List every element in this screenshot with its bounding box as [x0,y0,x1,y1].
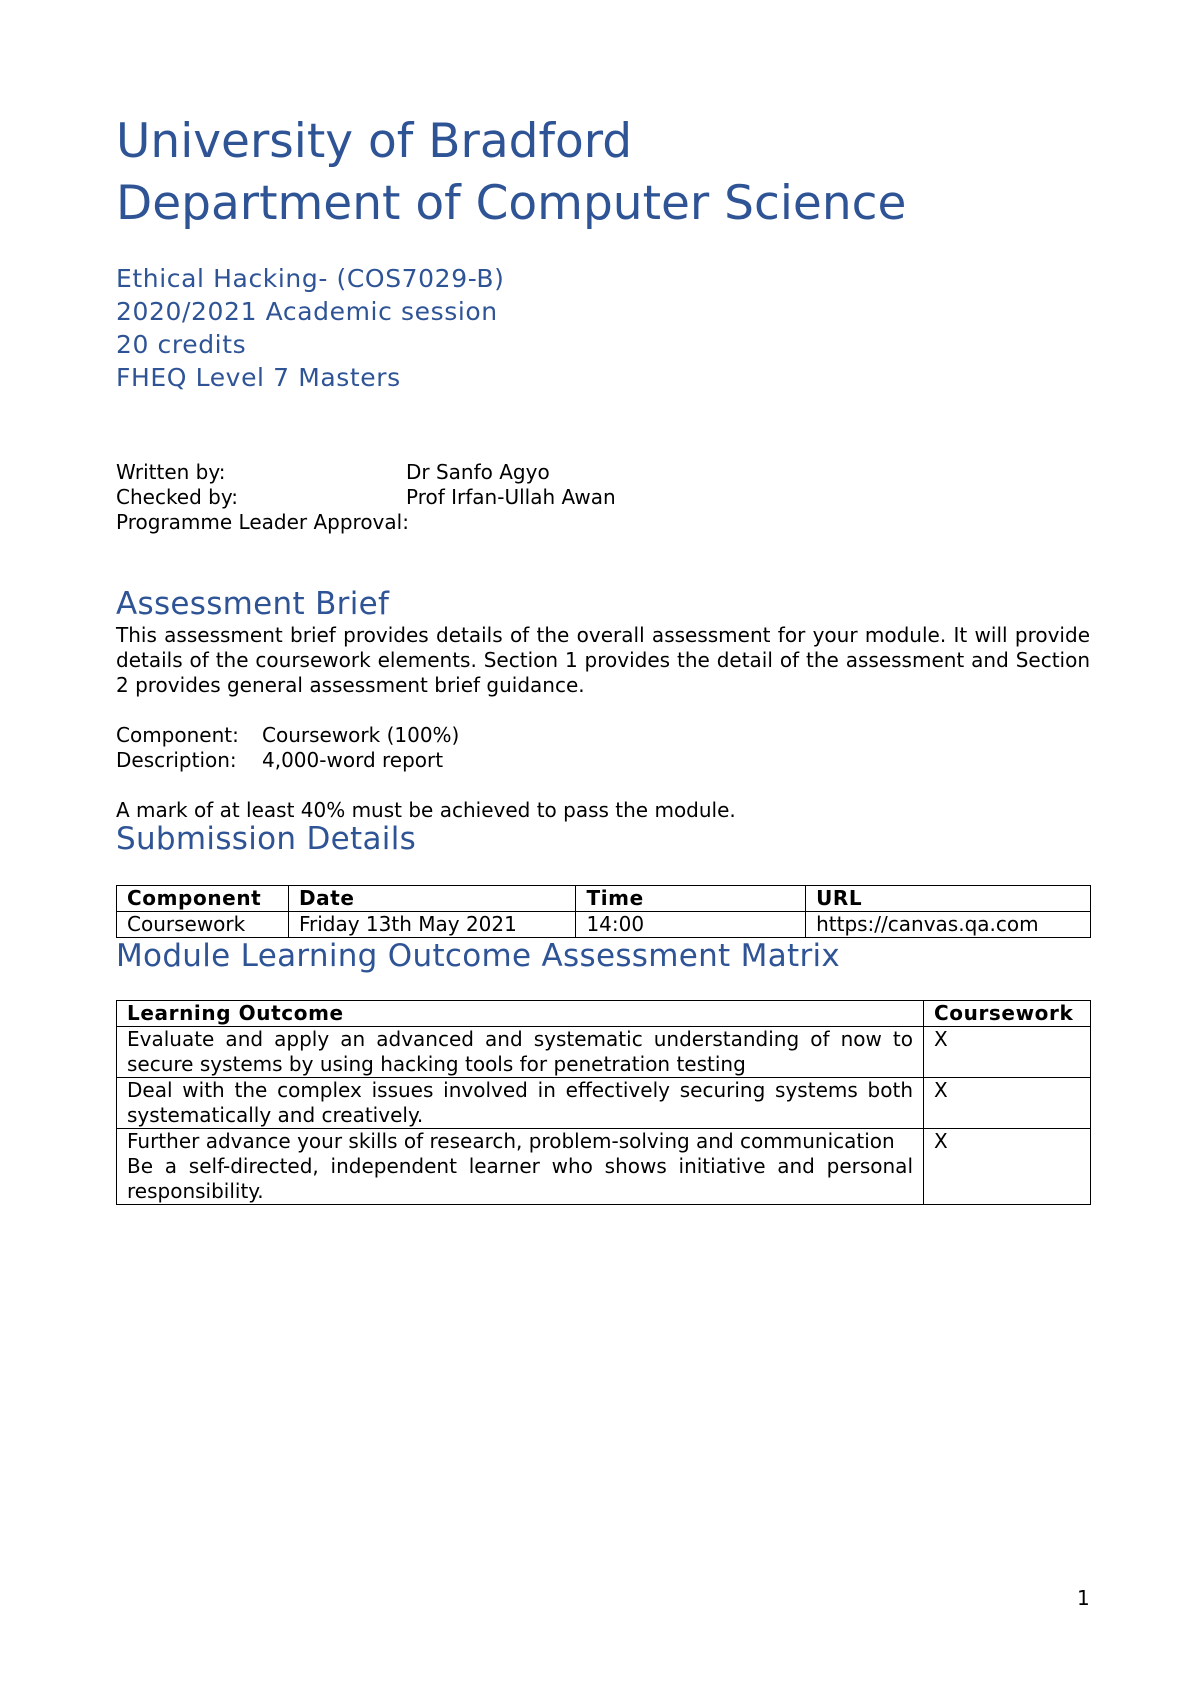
column-header: Learning Outcome [117,1001,924,1027]
description-value: 4,000-word report [262,748,444,772]
table-row [117,912,1091,938]
table-header-row [117,886,1091,912]
written-by-value: Dr Sanfo Agyo [406,460,550,484]
learning-outcome-matrix [116,1000,1091,1205]
pass-mark-note: A mark of at least 40% must be achieved to pass the module. [116,798,736,822]
coursework-mark: X [924,1027,1091,1078]
learning-outcome-extra: Be a self-directed, independent learner who shows initiative and personal responsibility. [127,1154,913,1203]
submission-component: Coursework [117,912,289,938]
table-row [117,1129,1091,1205]
table-row [117,1078,1091,1129]
approval-label: Programme Leader Approval: [116,510,409,534]
submission-table [116,885,1091,938]
component-label: Component: [116,723,239,747]
coursework-mark: X [924,1078,1091,1129]
column-header: URL [806,886,1091,912]
submission-url: https://canvas.qa.com [806,912,1091,938]
table-row [117,1027,1091,1078]
column-header: Component [117,886,289,912]
department-title: Department of Computer Science [116,176,907,231]
assessment-brief-intro: This assessment brief provides details of the overall assessment for your module. It will provide details of the coursework elements. Section 1 provides the detail of the assessment and Section 2 provides general assessment brief guidance. [116,623,1090,697]
module-title: Ethical Hacking- (COS7029-B) [116,264,505,293]
written-by-label: Written by: [116,460,226,484]
submission-time: 14:00 [576,912,806,938]
table-header-row [117,1001,1091,1027]
university-title: University of Bradford [116,114,633,169]
assessment-brief-heading: Assessment Brief [116,586,390,622]
academic-session: 2020/2021 Academic session [116,297,498,326]
checked-by-label: Checked by: [116,485,238,509]
learning-outcome: Further advance your skills of research, problem-solving and communication [127,1129,895,1153]
learning-outcome: Deal with the complex issues involved in effectively securing systems both systematically and creatively. [117,1078,924,1129]
checked-by-value: Prof Irfan-Ullah Awan [406,485,616,509]
learning-outcome: Evaluate and apply an advanced and systematic understanding of now to secure systems by using hacking tools for penetration testing [117,1027,924,1078]
matrix-heading: Module Learning Outcome Assessment Matrix [116,938,841,974]
learning-outcome-cell [117,1129,924,1205]
submission-date: Friday 13th May 2021 [288,912,576,938]
column-header: Coursework [924,1001,1091,1027]
submission-heading: Submission Details [116,821,417,857]
component-value: Coursework (100%) [262,723,460,747]
page-number: 1 [1077,1586,1090,1610]
column-header: Time [576,886,806,912]
column-header: Date [288,886,576,912]
coursework-mark: X [924,1129,1091,1205]
description-label: Description: [116,748,237,772]
module-credits: 20 credits [116,330,247,359]
fheq-level: FHEQ Level 7 Masters [116,363,401,392]
